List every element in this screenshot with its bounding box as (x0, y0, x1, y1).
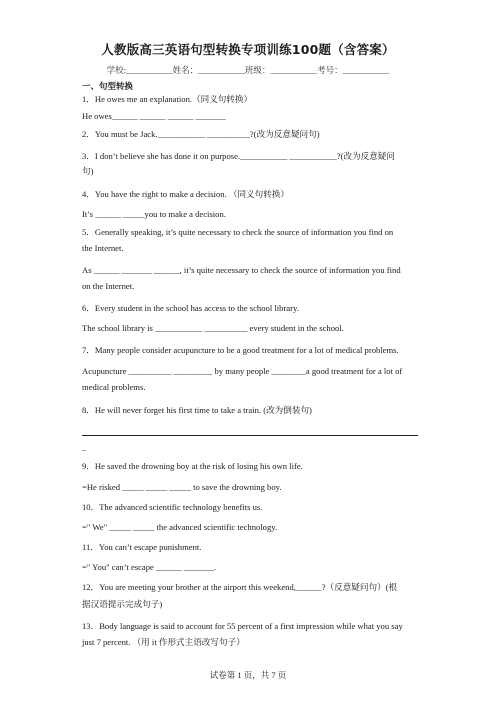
question-line: 8．He will never forget his first time to take a train. (改为倒装句) (82, 405, 312, 415)
answer-line: =" We" _____ _____ the advanced scientific technology. (82, 522, 278, 532)
answer-line-cont: medical problems. (82, 382, 146, 392)
page-footer: 试卷第 1 页，共 7 页 (209, 670, 287, 680)
answer-line-cont: on the Internet. (82, 281, 135, 291)
question-line: 12．You are meeting your brother at the airport this weekend,______?（反意疑问句）(根 (82, 582, 398, 592)
question-line: 2．You must be Jack.___________ __________?(改为反意疑问句) (82, 129, 320, 139)
section-heading: 一、句型转换 (82, 82, 134, 92)
question-line: 6．Every student in the school has access to the school library. (82, 303, 299, 313)
question-line-cont: 据汉语提示完成句子) (82, 599, 163, 609)
question-line: 1．He owes me an explanation.（同义句转换） (82, 94, 253, 104)
question-line: 4．You have the right to make a decision. （同义句转换） (82, 189, 290, 199)
question-line: 10．The advanced scientific technology benefits us. (82, 502, 263, 512)
answer-line: The school library is ___________ __________ every student in the school. (82, 323, 344, 333)
question-line: 3．I don’t believe she has done it on purpose.___________ ___________?(改为反意疑问 (82, 151, 395, 161)
question-line: 11．You can’t escape punishment. (82, 542, 202, 552)
student-info-line: 学校:___________姓名：___________班级：___________考号：___________ (106, 65, 390, 75)
answer-line: He owes______ ______ ______ _______ (82, 111, 226, 121)
answer-line: It’s ______ _____you to make a decision. (82, 209, 226, 219)
answer-line: =He risked _____ _____ _____ to save the drowning boy. (82, 482, 282, 492)
answer-line: =" You" can’t escape ______ _______. (82, 562, 217, 572)
question-line: 7．Many people consider acupuncture to be a good treatment for a lot of medical problems. (82, 345, 399, 355)
page-title: 人教版高三英语句型转换专项训练100题（含答案） (101, 42, 395, 57)
answer-line-cont: _ (82, 442, 87, 452)
answer-line: As ______ _______ ______, it’s quite necessary to check the source of information you find (82, 265, 401, 275)
question-line: 5．Generally speaking, it’s quite necessary to check the source of information you find on (82, 227, 394, 237)
question-line-cont: 句) (82, 166, 94, 176)
question-line-cont: the Internet. (82, 243, 124, 253)
question-line-cont: just 7 percent. （用 it 作形式主语改写句子） (82, 637, 245, 647)
question-line: 13．Body language is said to account for 55 percent of a first impression while what you say (82, 621, 403, 631)
answer-line: Acupuncture __________ _________ by many people ________a good treatment for a lot of (82, 366, 403, 376)
question-line: 9．He saved the drowning boy at the risk of losing his own life. (82, 461, 303, 471)
full-answer-rule (82, 425, 418, 436)
